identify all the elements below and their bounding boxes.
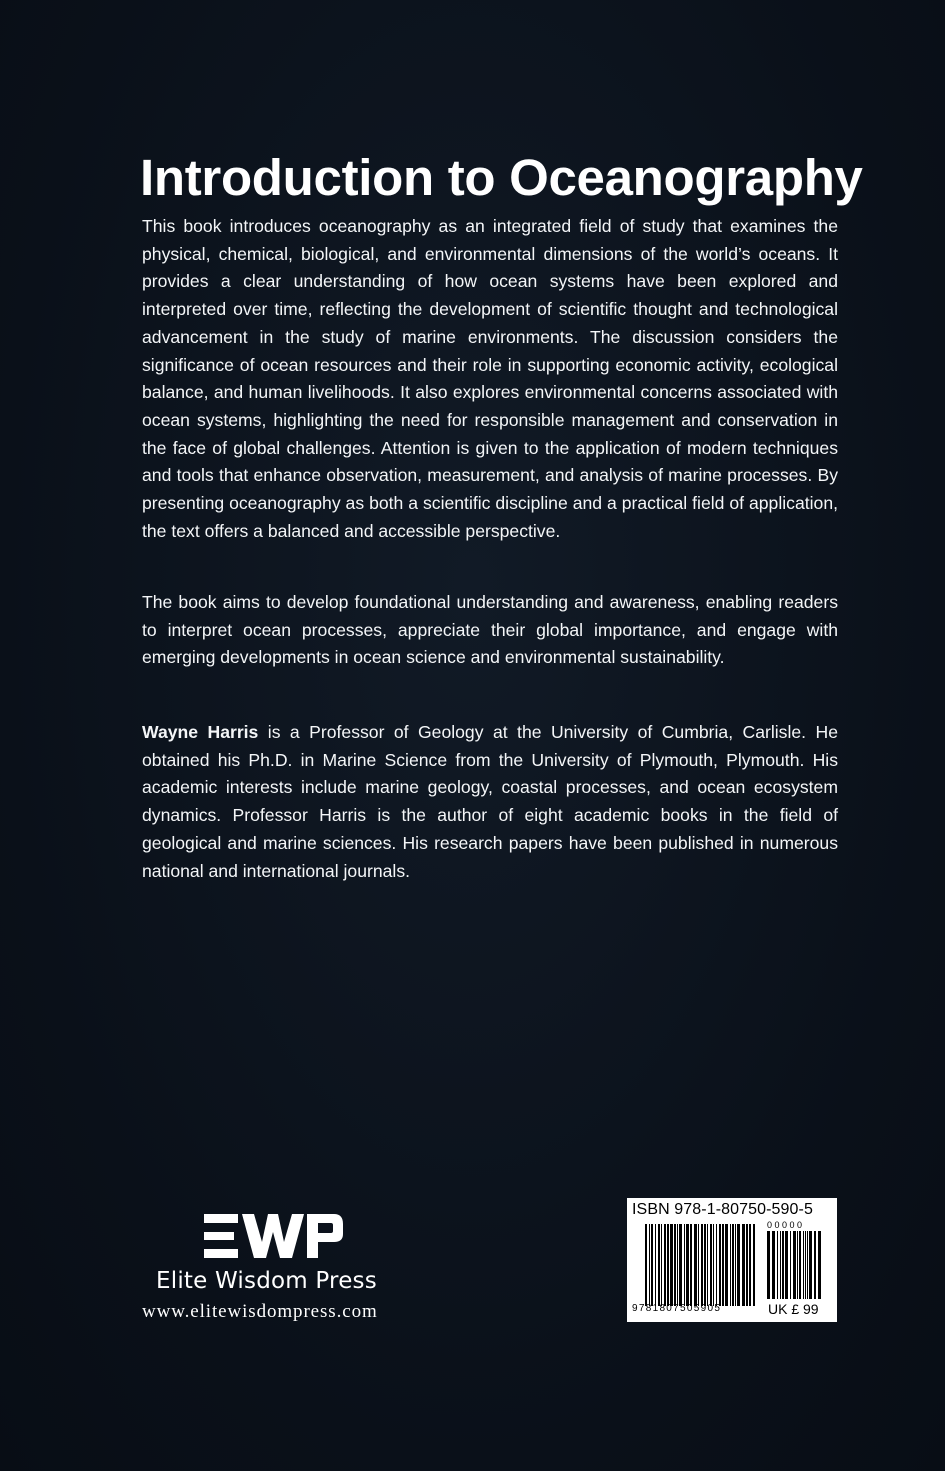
barcode-addon-digits: 00000 bbox=[767, 1220, 805, 1230]
barcode-bar bbox=[746, 1224, 748, 1306]
barcode-bar bbox=[797, 1231, 798, 1299]
barcode-bar bbox=[785, 1231, 788, 1299]
barcode-bar bbox=[735, 1224, 736, 1306]
barcode-bar bbox=[719, 1224, 721, 1306]
barcode-bar bbox=[809, 1231, 812, 1299]
description-paragraph-1: This book introduces oceanography as an integrated field of study that examines the physical, chemical, biological, and environmental dimensions of the world’s oceans. It provides a clear understanding of how ocean systems have been explored and interpreted over time, reflecting the development of scientific thought and technological advancement in the study of marine environments. The discussion considers the significance of ocean resources and their role in supporting economic activity, ecological balance, and human livelihoods. It also explores environmental concerns associated with ocean systems, highlighting the need for responsible management and conservation in the face of global challenges. Attention is given to the application of modern techniques and tools that enhance observation, measurement, and analysis of marine processes. By presenting oceanography as both a scientific discipline and a practical field of application, the text offers a balanced and accessible perspective. bbox=[142, 216, 838, 541]
barcode-bar bbox=[655, 1224, 656, 1306]
barcode-bar bbox=[670, 1224, 673, 1306]
barcode-bar bbox=[651, 1224, 653, 1306]
barcode-digits: 9781807505905 bbox=[632, 1303, 722, 1314]
barcode-bar bbox=[777, 1231, 778, 1299]
barcode-bar bbox=[713, 1224, 714, 1306]
author-name: Wayne Harris bbox=[142, 722, 259, 742]
barcode-bar bbox=[799, 1231, 801, 1299]
barcode-bar bbox=[707, 1224, 708, 1306]
barcode-bar bbox=[686, 1224, 689, 1306]
barcode-bar bbox=[722, 1224, 724, 1306]
barcode-bar bbox=[677, 1224, 678, 1306]
barcode-bar bbox=[737, 1224, 740, 1306]
price-label: UK £ 99 bbox=[768, 1301, 819, 1317]
barcode-bar bbox=[710, 1224, 712, 1306]
barcode-bar bbox=[818, 1231, 821, 1299]
publisher-name: Elite Wisdom Press bbox=[156, 1268, 377, 1294]
barcode-bar bbox=[767, 1231, 770, 1299]
barcode-bar bbox=[658, 1224, 660, 1306]
ewp-logo-icon bbox=[204, 1212, 344, 1260]
barcode-bar bbox=[805, 1231, 806, 1299]
barcode-bar bbox=[704, 1224, 706, 1306]
author-bio-text: is a Professor of Geology at the University of Cumbria, Carlisle. He obtained his Ph.D. in Marine Science from the University of Plymouth, Plymouth. His academic interests include marine geology, coastal processes, and ocean ecosystem dynamics. Professor Harris is the author of eight academic books in the field of geological and marine sciences. His research papers have been published in numerous national and international journals. bbox=[142, 722, 838, 881]
barcode-bar bbox=[807, 1231, 808, 1299]
barcode-bar bbox=[664, 1224, 666, 1306]
barcode-bar bbox=[753, 1224, 755, 1306]
barcode-bar bbox=[684, 1224, 685, 1306]
book-title: Introduction to Oceanography bbox=[140, 149, 863, 206]
author-bio bbox=[142, 719, 838, 885]
barcode-bar bbox=[690, 1224, 692, 1306]
barcode-bar bbox=[742, 1224, 745, 1306]
barcode-bar bbox=[780, 1231, 781, 1299]
isbn-number: ISBN 978-1-80750-590-5 bbox=[632, 1201, 813, 1218]
barcode-bar bbox=[649, 1224, 650, 1306]
barcode-bar bbox=[814, 1231, 816, 1299]
barcode-bar bbox=[679, 1224, 682, 1306]
publisher-website: www.elitewisdompress.com bbox=[142, 1301, 378, 1322]
barcode-bar bbox=[790, 1231, 791, 1299]
barcode-bar bbox=[772, 1231, 775, 1299]
barcode-bar bbox=[749, 1224, 751, 1306]
barcode-bar bbox=[793, 1231, 796, 1299]
barcode-bar bbox=[732, 1224, 734, 1306]
publisher-logo bbox=[140, 1212, 410, 1332]
barcode-bar bbox=[674, 1224, 676, 1306]
barcode-bar bbox=[782, 1231, 784, 1299]
barcode-bar bbox=[694, 1224, 697, 1306]
barcode-bar bbox=[716, 1224, 717, 1306]
description-paragraph-2: The book aims to develop foundational understanding and awareness, enabling readers to interpret ocean processes, appreciate their global importance, and engage with emerging developments in ocean science and environmental sustainability. bbox=[142, 592, 838, 668]
barcode-bar bbox=[803, 1231, 804, 1299]
barcode-bar bbox=[730, 1224, 731, 1306]
barcode-bar bbox=[725, 1224, 728, 1306]
barcode-bar bbox=[698, 1224, 699, 1306]
barcode-bar bbox=[701, 1224, 703, 1306]
isbn-barcode bbox=[627, 1198, 837, 1322]
barcode-bar bbox=[661, 1224, 662, 1306]
barcode-bar bbox=[645, 1224, 647, 1306]
barcode-bar bbox=[667, 1224, 669, 1306]
